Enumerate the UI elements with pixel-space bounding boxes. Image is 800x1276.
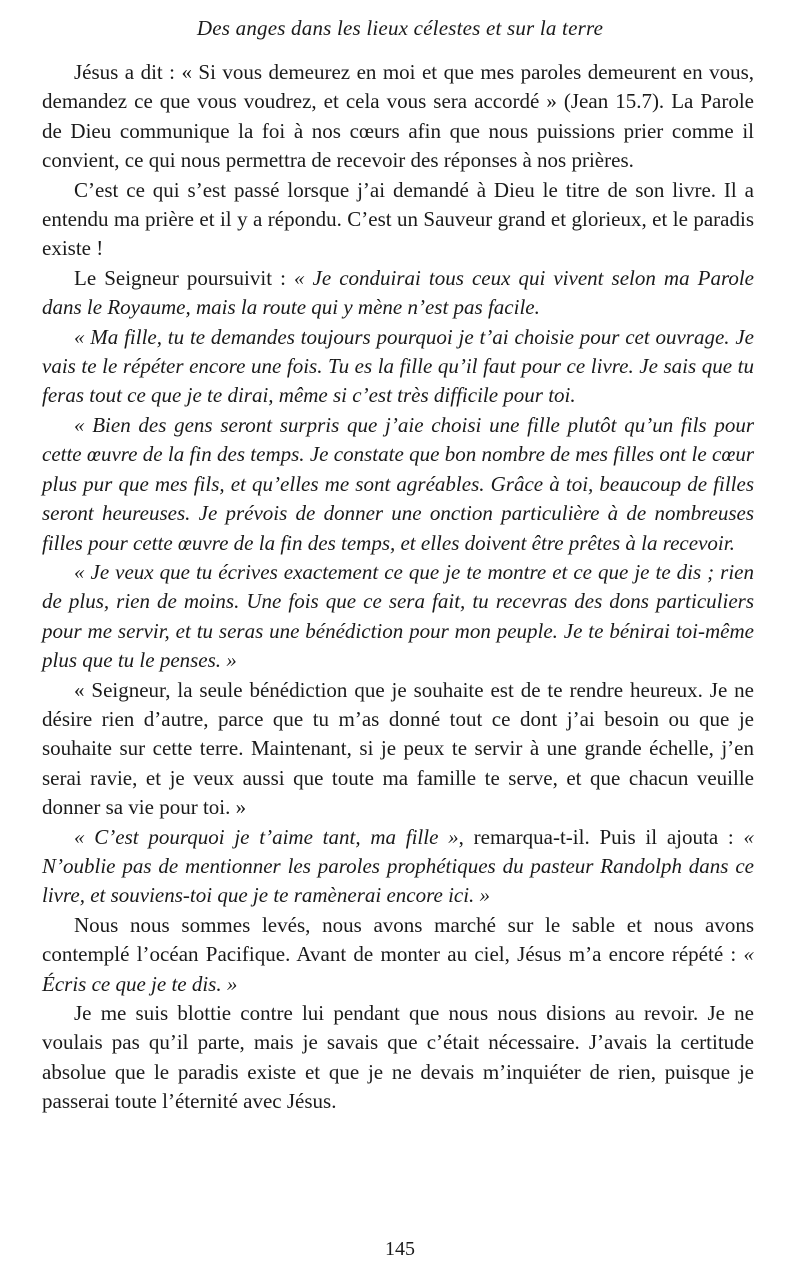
paragraph <box>42 911 754 999</box>
italic-text-run: « N’oublie pas de mentionner les paroles prophétiques du pasteur Randolph dans ce livre, et souviens-toi que je te ramènerai encore ici. » <box>42 824 754 908</box>
running-head: Des anges dans les lieux célestes et sur la terre <box>196 16 604 40</box>
paragraph <box>42 676 754 823</box>
italic-text-run: « Ma fille, tu te demandes toujours pourquoi je t’ai choisie pour cet ouvrage. Je vais te le répéter encore une fois. Tu es la fille qu’il faut pour ce livre. Je sais que tu feras tout ce que je te dirai, même si c’est très difficile pour toi. <box>42 324 754 408</box>
text-run: Nous nous sommes levés, nous avons marché sur le sable et nous avons contemplé l’océan Pacifique. Avant de monter au ciel, Jésus m’a encore répété : <box>42 912 754 967</box>
italic-text-run: « Je veux que tu écrives exactement ce que je te montre et ce que je te dis ; rien de plus, rien de moins. Une fois que ce sera fait, tu recevras des dons particuliers pour me servir, et tu seras une bénédiction pour mon peuple. Je te bénirai toi-même plus que tu le penses. » <box>42 559 754 673</box>
text-run: , remarqua-t-il. Puis il ajouta : <box>458 824 744 849</box>
italic-text-run: « Je conduirai tous ceux qui vivent selon ma Parole dans le Royaume, mais la route qui y mène n’est pas facile. <box>42 265 754 320</box>
paragraph <box>42 323 754 411</box>
text-run: Je me suis blottie contre lui pendant que nous nous disions au revoir. Je ne voulais pas qu’il parte, mais je savais que c’était nécessaire. J’avais la certitude absolue que le paradis existe et que je ne devais m’inquiéter de rien, puisque je passerai toute l’éternité avec Jésus. <box>42 1001 754 1114</box>
paragraph <box>42 176 754 264</box>
paragraph <box>42 411 754 558</box>
text-run: « Seigneur, la seule bénédiction que je souhaite est de te rendre heureux. Je ne désire rien d’autre, parce que tu m’as donné tout ce dont j’ai besoin ou que je souhaite sur cette terre. Maintenant, si je peux te servir à une grande échelle, j’en serai ravie, et je veux aussi que toute ma famille te serve, et que chacun veuille donner sa vie pour toi. » <box>42 677 754 820</box>
page-number: 145 <box>385 1238 415 1260</box>
page-body <box>42 58 754 1117</box>
italic-text-run: « Écris ce que je te dis. » <box>42 942 754 996</box>
text-run: Le Seigneur poursuivit : <box>74 265 294 290</box>
text-run: Jésus a dit : « Si vous demeurez en moi et que mes paroles demeurent en vous, demandez ce que vous voudrez, et cela vous sera accordé » (Jean 15.7). La Parole de Dieu communique la foi à nos cœurs afin que nous puissions prier comme il convient, ce qui nous permettra de recevoir des réponses à nos prières. <box>42 60 754 173</box>
paragraph <box>42 823 754 911</box>
paragraph <box>42 999 754 1117</box>
italic-text-run: « C’est pourquoi je t’aime tant, ma fille » <box>74 824 459 849</box>
paragraph <box>42 558 754 676</box>
paragraph <box>42 58 754 176</box>
italic-text-run: « Bien des gens seront surpris que j’aie choisi une fille plutôt qu’un fils pour cette œuvre de la fin des temps. Je constate que bon nombre de mes filles ont le cœur plus pur que mes fils, et qu’elles me sont agréables. Grâce à toi, beaucoup de filles seront heureuses. Je prévois de donner une onction particulière à de nombreuses filles pour cette œuvre de la fin des temps, et elles doivent être prêtes à la recevoir. <box>42 412 754 555</box>
text-run: C’est ce qui s’est passé lorsque j’ai demandé à Dieu le titre de son livre. Il a entendu ma prière et il y a répondu. C’est un Sauveur grand et glorieux, et le paradis existe ! <box>42 177 754 261</box>
paragraph <box>42 264 754 323</box>
